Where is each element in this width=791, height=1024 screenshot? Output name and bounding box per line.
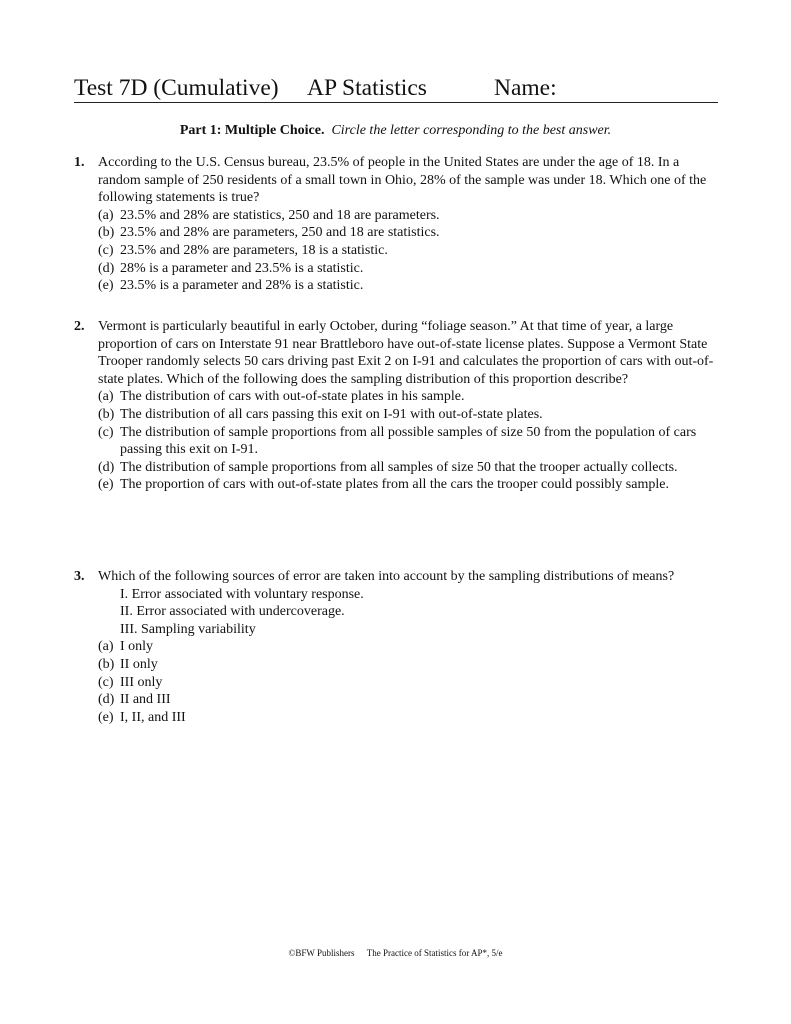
name-label: Name: <box>494 75 557 101</box>
option-text: II and III <box>120 692 171 708</box>
option-label: (d) <box>98 692 115 708</box>
option-label: (b) <box>98 656 115 672</box>
option-label: (a) <box>98 639 114 655</box>
answer-option[interactable] <box>98 224 724 242</box>
book-credit: The Practice of Statistics for AP*, 5/e <box>366 948 503 958</box>
option-label: (b) <box>98 406 115 422</box>
answer-option[interactable] <box>98 674 724 692</box>
option-label: (e) <box>98 709 114 725</box>
option-text: The proportion of cars with out-of-state plates from all the cars the trooper could possibly sample. <box>120 477 669 493</box>
page-footer <box>0 947 791 959</box>
option-text: 23.5% and 28% are statistics, 250 and 18 are parameters. <box>120 207 440 223</box>
question-2 <box>74 318 724 494</box>
option-label: (d) <box>98 260 115 276</box>
option-label: (e) <box>98 477 114 493</box>
option-text: I, II, and III <box>120 709 186 725</box>
option-text: The distribution of sample proportions from all possible samples of size 50 from the population of cars passing this exit on I-91. <box>120 424 697 458</box>
question-number: 1. <box>74 155 85 170</box>
answer-option[interactable] <box>98 691 724 709</box>
question-1 <box>74 154 724 295</box>
answer-option[interactable] <box>98 709 724 727</box>
option-label: (a) <box>98 207 114 223</box>
option-text: 28% is a parameter and 23.5% is a statistic. <box>120 260 364 276</box>
option-text: III only <box>120 674 163 690</box>
publisher-credit: ©BFW Publishers <box>288 948 355 958</box>
part-title: Part 1: Multiple Choice. <box>179 123 325 138</box>
test-title: Test 7D (Cumulative) <box>74 75 279 101</box>
answer-option[interactable] <box>98 242 724 260</box>
question-text: Vermont is particularly beautiful in early October, during “foliage season.” At that time of year, a large proportion of cars on Interstate 91 near Brattleboro have out-of-state license plates. Suppose a Vermont State Trooper randomly selects 50 cars driving past Exit 2 on I-91 and calculates the proportion of cars with out-of-state plates. Which of the following does the sampling distribution of this proportion describe? <box>98 319 714 387</box>
option-text: 23.5% is a parameter and 28% is a statistic. <box>120 278 364 294</box>
question-text: Which of the following sources of error are taken into account by the sampling distributions of means? <box>98 569 675 584</box>
answer-option[interactable] <box>98 459 724 477</box>
question-text: According to the U.S. Census bureau, 23.5% of people in the United States are under the age of 18. In a random sample of 250 residents of a small town in Ohio, 28% of the sample was under 18. Which one of the following statements is true? <box>98 155 707 206</box>
answer-option[interactable] <box>98 388 724 406</box>
answer-option[interactable] <box>98 638 724 656</box>
option-text: The distribution of cars with out-of-state plates in his sample. <box>120 389 465 405</box>
question-number: 3. <box>74 569 85 584</box>
answer-option[interactable] <box>98 207 724 225</box>
answer-option[interactable] <box>98 656 724 674</box>
option-label: (a) <box>98 389 114 405</box>
option-text: 23.5% and 28% are parameters, 250 and 18 are statistics. <box>120 225 440 241</box>
answer-option[interactable] <box>98 260 724 278</box>
question-number: 2. <box>74 319 85 334</box>
option-label: (c) <box>98 674 114 690</box>
question-3 <box>74 568 724 726</box>
roman-item: III. Sampling variability <box>120 621 256 637</box>
option-text: The distribution of sample proportions from all samples of size 50 that the trooper actually collects. <box>120 459 678 475</box>
answer-option[interactable] <box>98 424 724 459</box>
option-label: (d) <box>98 459 115 475</box>
option-text: II only <box>120 656 158 672</box>
option-label: (c) <box>98 242 114 258</box>
option-label: (c) <box>98 424 114 440</box>
answer-option[interactable] <box>98 476 724 494</box>
page-header <box>74 74 718 103</box>
option-label: (b) <box>98 225 115 241</box>
option-text: The distribution of all cars passing this exit on I-91 with out-of-state plates. <box>120 406 543 422</box>
roman-item: I. Error associated with voluntary response. <box>120 586 364 602</box>
option-text: 23.5% and 28% are parameters, 18 is a statistic. <box>120 242 388 258</box>
answer-option[interactable] <box>98 406 724 424</box>
option-text: I only <box>120 639 154 655</box>
course-title: AP Statistics <box>307 75 427 101</box>
roman-item: II. Error associated with undercoverage. <box>120 604 345 620</box>
part-instructions: Circle the letter corresponding to the best answer. <box>331 123 612 138</box>
option-label: (e) <box>98 278 114 294</box>
answer-option[interactable] <box>98 277 724 295</box>
part-heading <box>0 122 791 140</box>
